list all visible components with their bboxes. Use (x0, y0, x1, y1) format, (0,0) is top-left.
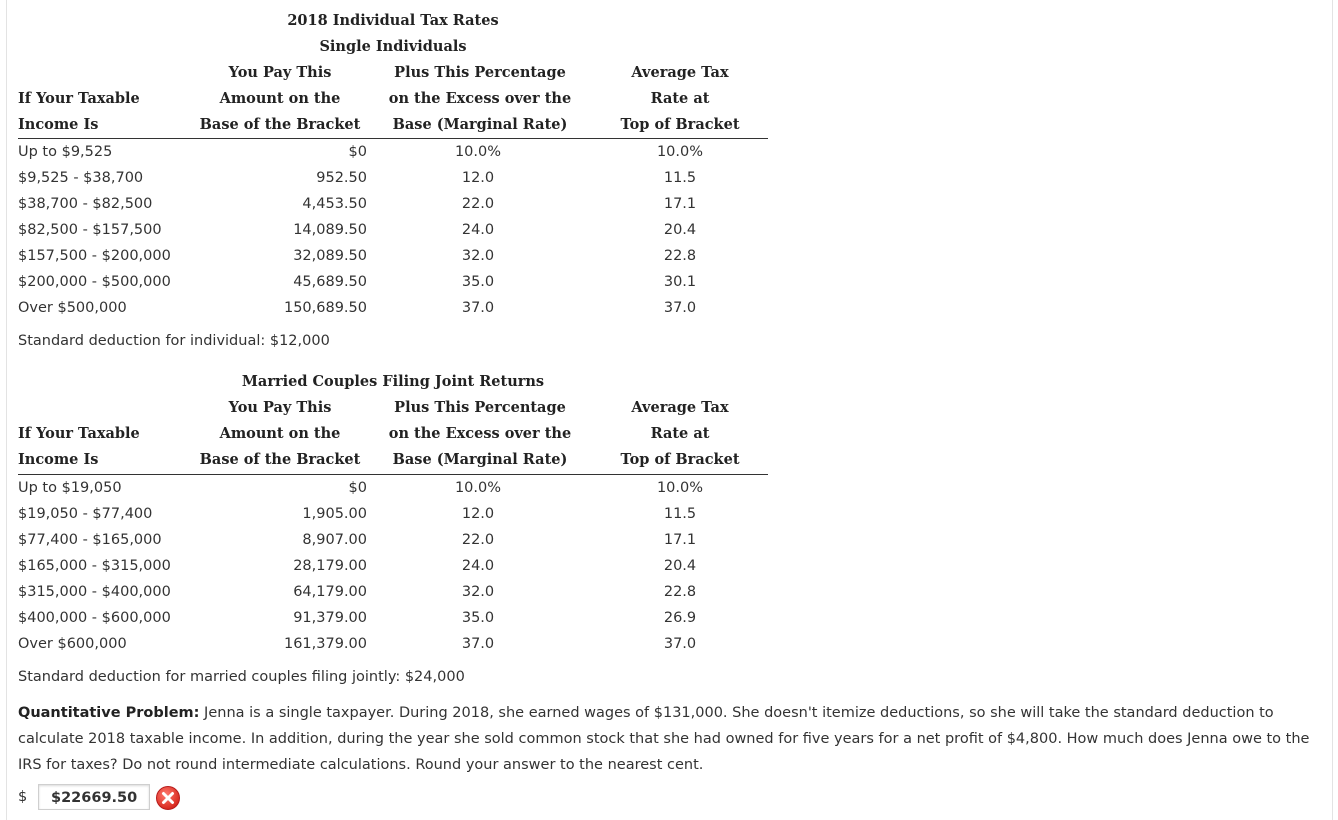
average-rate: 10.0% (656, 480, 704, 496)
marginal-rate: 10.0% (454, 144, 502, 160)
marginal-rate: 12.0 (461, 170, 495, 186)
average-rate: 10.0% (656, 144, 704, 160)
average-rate: 22.8 (663, 248, 697, 264)
single-header-col4-line2: Rate at (650, 90, 710, 107)
income-range: $157,500 - $200,000 (18, 248, 171, 264)
base-amount: 14,089.50 (293, 222, 367, 238)
base-amount: 150,689.50 (283, 300, 367, 316)
marginal-rate: 37.0 (461, 636, 495, 652)
single-header-col3-line3: Base (Marginal Rate) (392, 116, 568, 133)
married-header-col3-line1: Plus This Percentage (394, 399, 566, 416)
base-amount: 28,179.00 (293, 558, 367, 574)
income-range: $77,400 - $165,000 (18, 532, 162, 548)
marginal-rate: 32.0 (461, 584, 495, 600)
married-standard-deduction: Standard deduction for married couples filing jointly: $24,000 (18, 669, 465, 685)
single-title-year: 2018 Individual Tax Rates (287, 12, 499, 29)
income-range: $38,700 - $82,500 (18, 196, 153, 212)
average-rate: 30.1 (663, 274, 697, 290)
married-header-col4-line2: Rate at (650, 425, 710, 442)
average-rate: 37.0 (663, 300, 697, 316)
income-range: $400,000 - $600,000 (18, 610, 171, 626)
income-range: $19,050 - $77,400 (18, 506, 153, 522)
married-header-col3-line2: on the Excess over the (388, 425, 572, 442)
base-amount: $0 (348, 480, 367, 496)
married-header-rule (18, 474, 768, 475)
income-range: Over $500,000 (18, 300, 127, 316)
average-rate: 17.1 (663, 196, 697, 212)
marginal-rate: 10.0% (454, 480, 502, 496)
single-header-col2-line3: Base of the Bracket (199, 116, 361, 133)
base-amount: 8,907.00 (302, 532, 367, 548)
average-rate: 20.4 (663, 558, 697, 574)
married-header-col2-line2: Amount on the (219, 425, 341, 442)
average-rate: 37.0 (663, 636, 697, 652)
marginal-rate: 22.0 (461, 532, 495, 548)
married-title: Married Couples Filing Joint Returns (241, 373, 545, 390)
marginal-rate: 24.0 (461, 558, 495, 574)
problem-label: Quantitative Problem: (18, 705, 200, 721)
average-rate: 26.9 (663, 610, 697, 626)
single-header-col4-line1: Average Tax (631, 64, 729, 81)
average-rate: 11.5 (663, 170, 697, 186)
single-header-col3-line1: Plus This Percentage (394, 64, 566, 81)
income-range: Up to $19,050 (18, 480, 122, 496)
currency-symbol: $ (18, 789, 28, 805)
base-amount: 91,379.00 (293, 610, 367, 626)
marginal-rate: 35.0 (461, 610, 495, 626)
marginal-rate: 12.0 (461, 506, 495, 522)
income-range: $82,500 - $157,500 (18, 222, 162, 238)
base-amount: 64,179.00 (293, 584, 367, 600)
single-standard-deduction: Standard deduction for individual: $12,000 (18, 333, 330, 349)
average-rate: 22.8 (663, 584, 697, 600)
marginal-rate: 35.0 (461, 274, 495, 290)
marginal-rate: 32.0 (461, 248, 495, 264)
married-header-col1-line2: Income Is (18, 451, 99, 468)
base-amount: 1,905.00 (302, 506, 367, 522)
income-range: $315,000 - $400,000 (18, 584, 171, 600)
married-header-col2-line3: Base of the Bracket (199, 451, 361, 468)
base-amount: 32,089.50 (293, 248, 367, 264)
income-range: $165,000 - $315,000 (18, 558, 171, 574)
married-header-col4-line1: Average Tax (631, 399, 729, 416)
single-header-col2-line1: You Pay This (228, 64, 332, 81)
answer-input[interactable]: $22669.50 (38, 784, 150, 810)
base-amount: 45,689.50 (293, 274, 367, 290)
problem-statement (18, 700, 1328, 778)
single-header-col1-line1: If Your Taxable (18, 90, 140, 107)
base-amount: 161,379.00 (283, 636, 367, 652)
base-amount: 4,453.50 (302, 196, 367, 212)
average-rate: 20.4 (663, 222, 697, 238)
average-rate: 11.5 (663, 506, 697, 522)
income-range: $200,000 - $500,000 (18, 274, 171, 290)
married-header-col3-line3: Base (Marginal Rate) (392, 451, 568, 468)
base-amount: $0 (348, 144, 367, 160)
married-header-col1-line1: If Your Taxable (18, 425, 140, 442)
income-range: Over $600,000 (18, 636, 127, 652)
incorrect-x-icon (155, 785, 181, 811)
marginal-rate: 24.0 (461, 222, 495, 238)
married-header-col2-line1: You Pay This (228, 399, 332, 416)
single-header-col2-line2: Amount on the (219, 90, 341, 107)
married-header-col4-line3: Top of Bracket (620, 451, 740, 468)
income-range: $9,525 - $38,700 (18, 170, 144, 186)
single-header-col3-line2: on the Excess over the (388, 90, 572, 107)
single-title-status: Single Individuals (319, 38, 467, 55)
income-range: Up to $9,525 (18, 144, 113, 160)
problem-text: Jenna is a single taxpayer. During 2018, she earned wages of $131,000. She doesn't itemize deductions, so she will take the standard deduction to calculate 2018 taxable income. In addition, during the year she sold common stock that she had owned for five years for a net profit of $4,800. How much does Jenna owe to the IRS for taxes? Do not round intermediate calculations. Round your answer to the nearest cent. (18, 705, 1310, 773)
single-header-col4-line3: Top of Bracket (620, 116, 740, 133)
marginal-rate: 22.0 (461, 196, 495, 212)
average-rate: 17.1 (663, 532, 697, 548)
single-header-rule (18, 138, 768, 139)
single-header-col1-line2: Income Is (18, 116, 99, 133)
base-amount: 952.50 (316, 170, 367, 186)
marginal-rate: 37.0 (461, 300, 495, 316)
